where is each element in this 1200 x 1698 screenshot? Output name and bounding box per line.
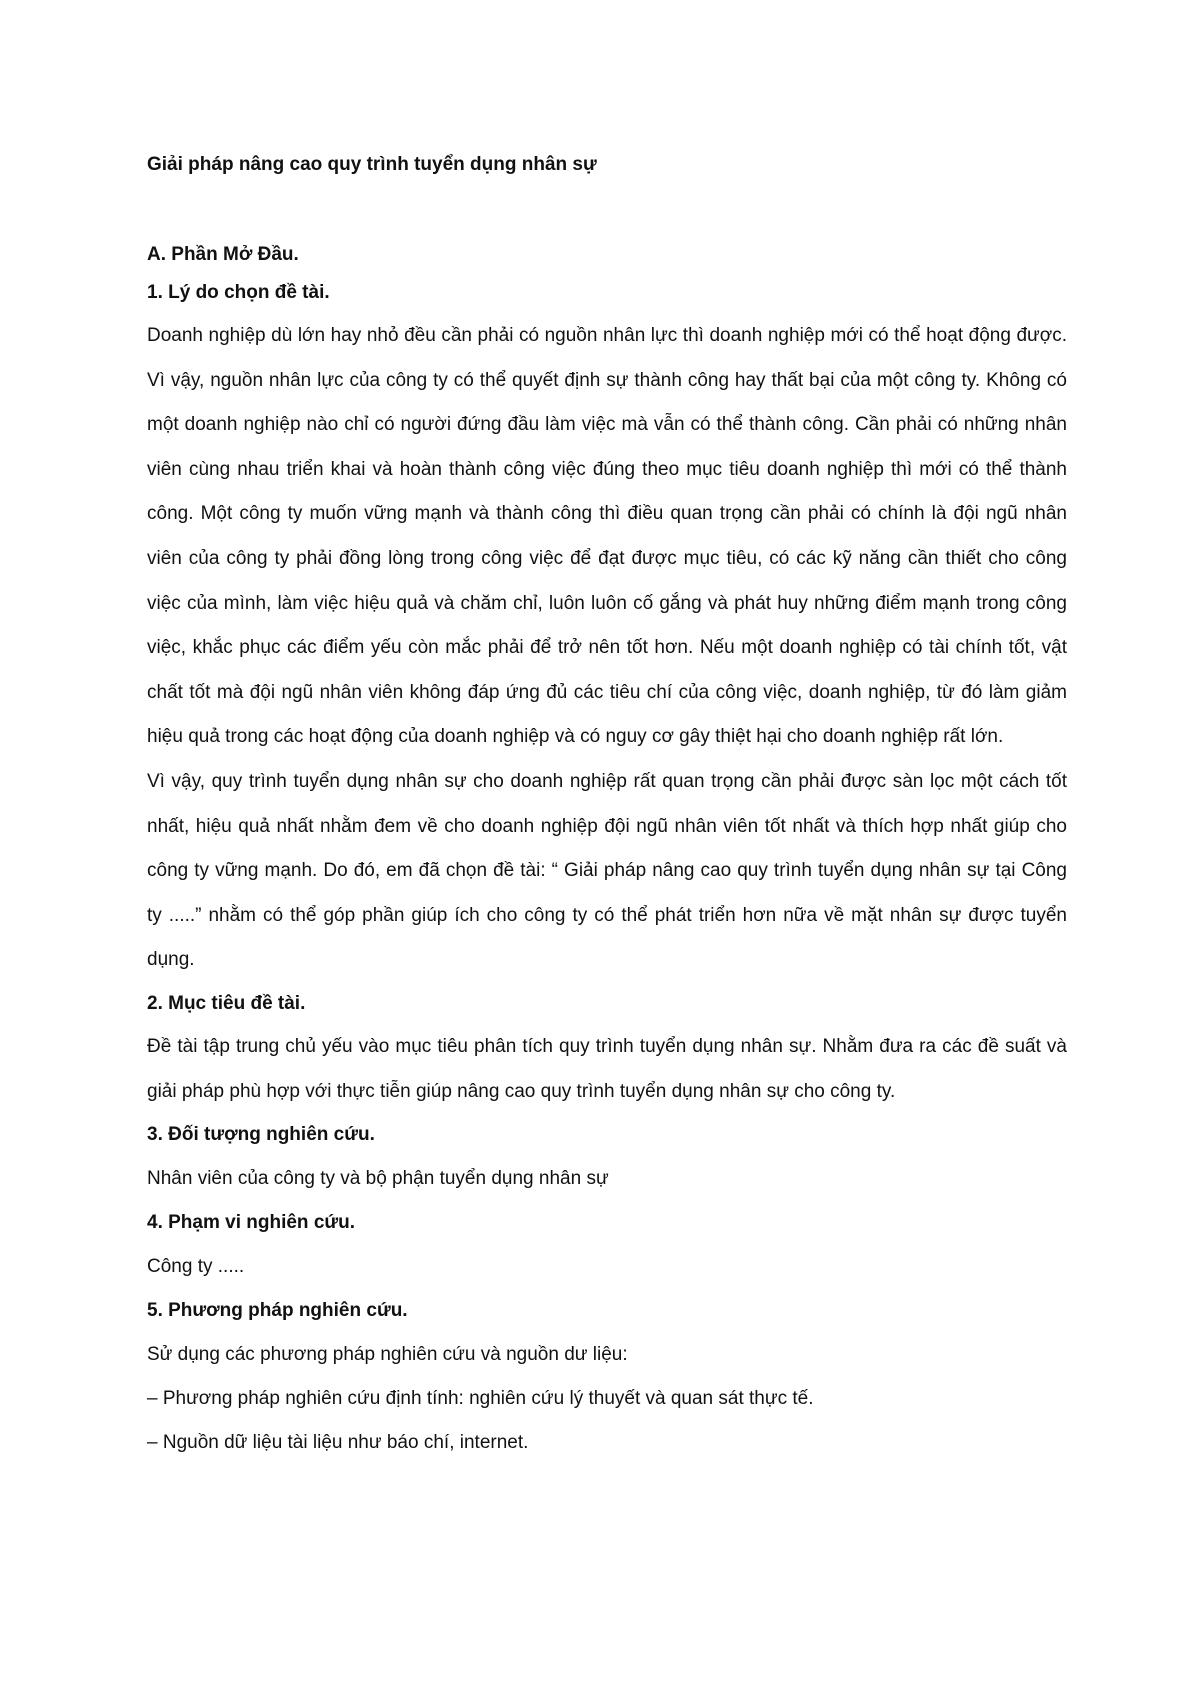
- part-a-heading: A. Phần Mở Đầu.: [147, 244, 299, 265]
- section-5-heading: 5. Phương pháp nghiên cứu.: [147, 1300, 408, 1322]
- section-4-text: Công ty .....: [147, 1256, 245, 1278]
- section-4-heading: 4. Phạm vi nghiên cứu.: [147, 1212, 356, 1234]
- section-2-paragraph: Đề tài tập trung chủ yếu vào mục tiêu phân tích quy trình tuyển dụng nhân sự. Nhằm đưa ra các đề suất và giải pháp phù hợp với thực tiễn giúp nâng cao quy trình tuyển dụng nhân sự cho công ty.: [147, 1035, 1067, 1102]
- section-3-heading: 3. Đối tượng nghiên cứu.: [147, 1124, 375, 1146]
- list-item: – Nguồn dữ liệu tài liệu như báo chí, internet.: [147, 1432, 529, 1454]
- section-5-intro: Sử dụng các phương pháp nghiên cứu và nguồn dư liệu:: [147, 1344, 628, 1366]
- section-1-paragraph-2: Vì vậy, quy trình tuyển dụng nhân sự cho doanh nghiệp rất quan trọng cần phải được sàn lọc một cách tốt nhất, hiệu quả nhất nhằm đem về cho doanh nghiệp đội ngũ nhân viên tốt nhất và thích hợp nhất giúp cho công ty vững mạnh. Do đó, em đã chọn đề tài: “ Giải pháp nâng cao quy trình tuyển dụng nhân sự tại Công ty .....” nhằm có thể góp phần giúp ích cho công ty có thể phát triển hơn nữa về mặt nhân sự được tuyển dụng.: [147, 770, 1067, 971]
- document-title: Giải pháp nâng cao quy trình tuyển dụng nhân sự: [147, 154, 597, 175]
- section-2-heading: 2. Mục tiêu đề tài.: [147, 992, 306, 1014]
- document-page: [147, 150, 1067, 1470]
- section-3-text: Nhân viên của công ty và bộ phận tuyển dụng nhân sự: [147, 1168, 609, 1190]
- section-1-heading: 1. Lý do chọn đề tài.: [147, 282, 330, 303]
- list-item: – Phương pháp nghiên cứu định tính: nghiên cứu lý thuyết và quan sát thực tế.: [147, 1388, 814, 1410]
- section-1-paragraph-1: Doanh nghiệp dù lớn hay nhỏ đều cần phải có nguồn nhân lực thì doanh nghiệp mới có thể hoạt động được. Vì vậy, nguồn nhân lực của công ty có thể quyết định sự thành công hay thất bại của một công ty. Không có một doanh nghiệp nào chỉ có người đứng đầu làm việc mà vẫn có thể thành công. Cần phải có những nhân viên cùng nhau triển khai và hoàn thành công việc đúng theo mục tiêu doanh nghiệp thì mới có thể thành công. Một công ty muốn vững mạnh và thành công thì điều quan trọng cần phải có chính là đội ngũ nhân viên của công ty phải đồng lòng trong công việc để đạt được mục tiêu, có các kỹ năng cần thiết cho công việc của mình, làm việc hiệu quả và chăm chỉ, luôn luôn cố gắng và phát huy những điểm mạnh trong công việc, khắc phục các điểm yếu còn mắc phải để trở nên tốt hơn. Nếu một doanh nghiệp có tài chính tốt, vật chất tốt mà đội ngũ nhân viên không đáp ứng đủ các tiêu chí của công việc, doanh nghiệp, từ đó làm giảm hiệu quả trong các hoạt động của doanh nghiệp và có nguy cơ gây thiệt hại cho doanh nghiệp rất lớn.: [147, 325, 1067, 748]
